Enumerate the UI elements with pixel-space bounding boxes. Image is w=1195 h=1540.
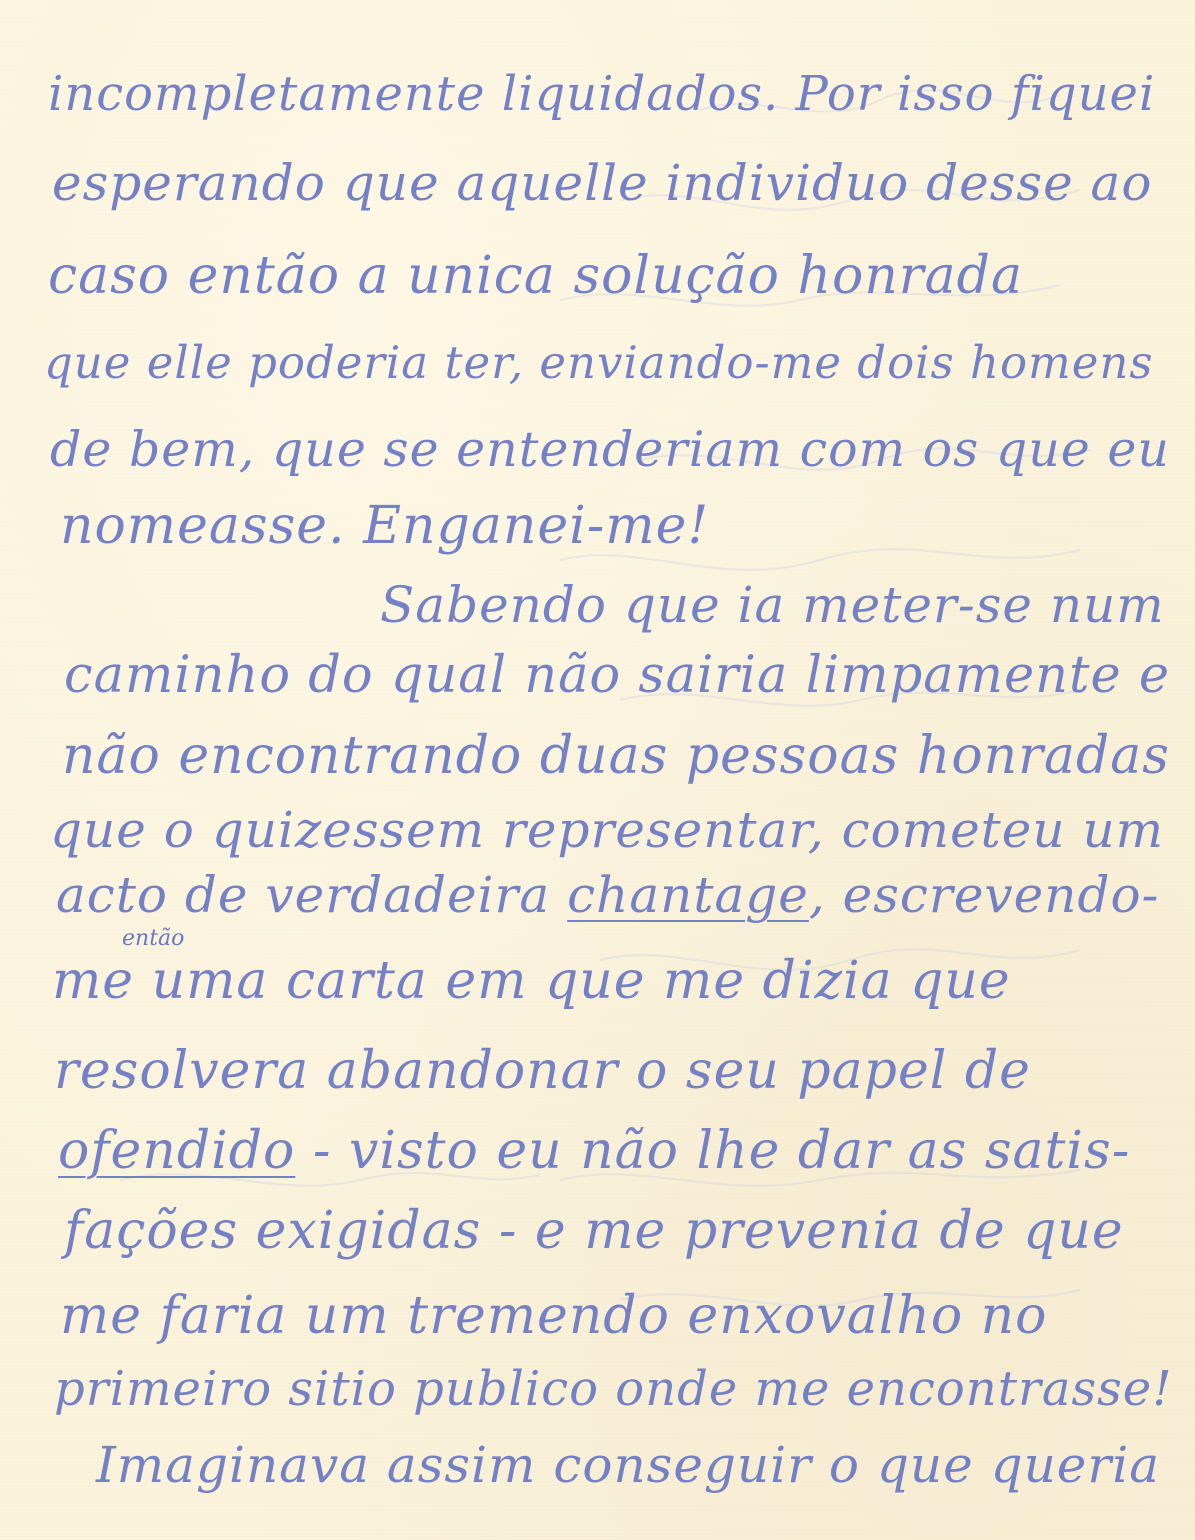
letter-line-12-rest: uma carta em que me dizia que bbox=[151, 951, 1011, 1011]
letter-line-13: resolvera abandonar o seu papel de bbox=[54, 1041, 1031, 1101]
letter-line-12 bbox=[52, 951, 1011, 1011]
letter-line-4: que elle poderia ter, enviando-me dois homens bbox=[44, 336, 1154, 389]
letter-line-2: esperando que aquelle individuo desse ao bbox=[52, 154, 1153, 212]
insertion-entao: então bbox=[122, 926, 185, 951]
letter-line-18: Imaginava assim conseguir o que queria bbox=[96, 1436, 1161, 1494]
letter-line-9: não encontrando duas pessoas honradas bbox=[62, 726, 1170, 786]
letter-line-16: me faria um tremendo enxovalho no bbox=[60, 1286, 1048, 1346]
letter-line-11-start: acto de verdadeira bbox=[56, 866, 551, 924]
letter-line-11 bbox=[56, 866, 1160, 924]
letter-line-10: que o quizessem representar, cometeu um bbox=[50, 801, 1165, 859]
letter-line-17: primeiro sitio publico onde me encontrasse! bbox=[54, 1361, 1173, 1417]
letter-line-5: de bem, que se entenderiam com os que eu bbox=[50, 421, 1170, 478]
letter-line-14-rest: - visto eu não lhe dar as satis- bbox=[295, 1121, 1131, 1181]
letter-line-8: caminho do qual não sairia limpamente e bbox=[64, 646, 1171, 705]
letter-line-14 bbox=[58, 1121, 1131, 1181]
underlined-chantage: chantage bbox=[567, 866, 809, 924]
letter-line-6: nomeasse. Enganei-me! bbox=[60, 496, 710, 556]
letter-line-11-end: , escrevendo- bbox=[808, 866, 1160, 924]
letter-line-15: fações exigidas - e me prevenia de que bbox=[64, 1201, 1124, 1261]
letter-line-1: incompletamente liquidados. Por isso fiquei bbox=[48, 66, 1156, 122]
underlined-ofendido: ofendido bbox=[58, 1121, 296, 1181]
letter-line-3: caso então a unica solução honrada bbox=[48, 246, 1023, 306]
letter-line-7: Sabendo que ia meter-se num bbox=[380, 576, 1165, 634]
letter-line-12-start: me bbox=[52, 951, 135, 1011]
